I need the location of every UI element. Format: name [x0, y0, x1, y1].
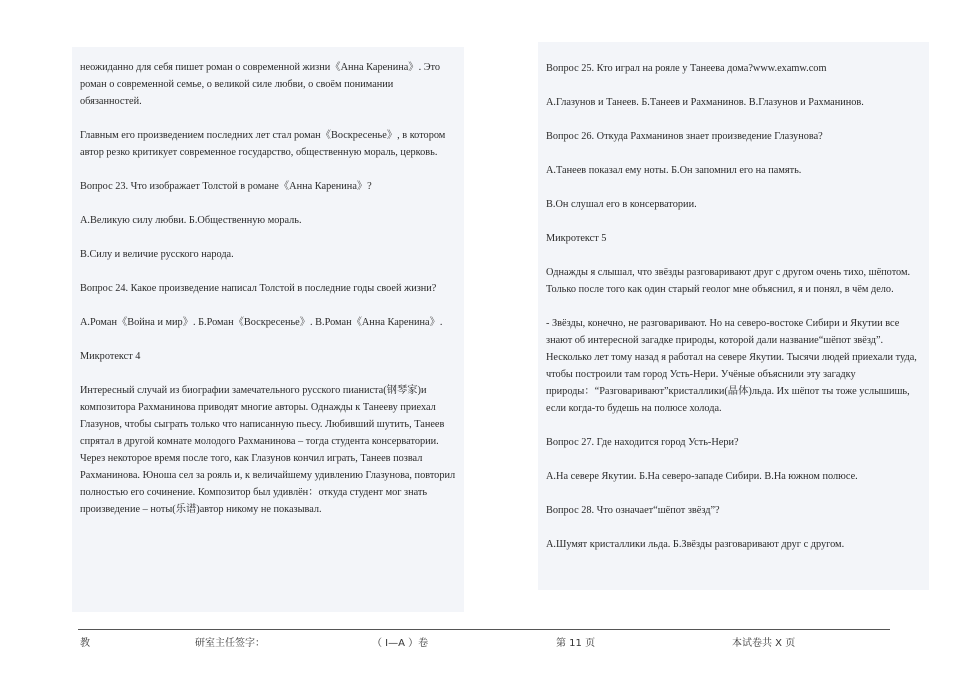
question-28: Вопрос 28. Что означает“шёпот звёзд”?	[546, 505, 720, 516]
answer-options: А.Танеев показал ему ноты. Б.Он запомнил его на память.	[546, 165, 802, 176]
answer-options: А.На севере Якутии. Б.На северо-западе Сибири. В.На южном полюсе.	[546, 471, 858, 482]
answer-options: А.Глазунов и Танеев. Б.Танеев и Рахманинов. В.Глазунов и Рахманинов.	[546, 97, 864, 108]
paragraph: - Звёзды, конечно, не разговаривают. Но на северо-востоке Сибири и Якутии все знают об интересной загадке природы, которой дали название“шёпот звёзд”. Несколько лет тому назад я работал на севере Якутии. Тысячи людей приехали туда, чтобы построили там город Усть-Нери. Учёные объяснили эту загадку природы：“Разговаривают”кристаллики(晶体)льда. Их шёпот ты тоже услышишь, если когда-то будешь на полюсе холода.	[546, 318, 917, 414]
question-23: Вопрос 23. Что изображает Толстой в романе《Анна Каренина》?	[80, 181, 372, 192]
left-text-column	[72, 47, 464, 612]
answer-options: В.Он слушал его в консерватории.	[546, 199, 697, 210]
question-26: Вопрос 26. Откуда Рахманинов знает произведение Глазунова?	[546, 131, 823, 142]
paragraph: Однажды я слышал, что звёзды разговаривают друг с другом очень тихо, шёпотом. Только после того как один старый геолог мне объяснил, я и понял, в чём дело.	[546, 267, 911, 295]
answer-options: А.Шумят кристаллики льда. Б.Звёзды разговаривают друг с другом.	[546, 539, 845, 550]
paragraph: Интересный случай из биографии замечательного русского пианиста(钢琴家)и композитора Рахманинова приводят многие авторы. Однажды к Танееву приехал Глазунов, чтобы сыграть только что написанную пьесу. Любивший шутить, Танеев спрятал в другой комнате молодого Рахманинова – тогда студента консерватории. Через некоторое время после того, как Глазунов кончил играть, Танеев позвал Рахманинова. Юноша сел за рояль и, к величайшему удивлению Глазунова, повторил полностью его сочинение. Композитор был удивлён：откуда студент мог знать произведение – ноты(乐谱)автор никому не показывал.	[80, 385, 456, 515]
paragraph: неожиданно для себя пишет роман о современной жизни《Анна Каренина》. Это роман о современной семье, о великой силе любви, о своём понимании обязанностей.	[80, 62, 441, 107]
answer-options: А.Роман《Война и мир》. Б.Роман《Воскресенье》. В.Роман《Анна Каренина》.	[80, 317, 443, 328]
footer-page-number: 第 11 页	[556, 638, 596, 649]
footer-signature-label: 研室主任签字：	[195, 638, 265, 649]
question-24: Вопрос 24. Какое произведение написал Толстой в последние годы своей жизни?	[80, 283, 437, 294]
question-25: Вопрос 25. Кто играл на рояле у Танеева дома?www.examw.com	[546, 63, 827, 74]
footer-divider	[78, 629, 890, 630]
section-heading: Микротекст 5	[546, 233, 607, 244]
section-heading: Микротекст 4	[80, 351, 141, 362]
paragraph: Главным его произведением последних лет стал роман《Воскресенье》, в котором автор резко критикует современное государство, общественную мораль, церковь.	[80, 130, 446, 158]
right-text-column	[538, 42, 929, 590]
answer-options: А.Великую силу любви. Б.Общественную мораль.	[80, 215, 302, 226]
footer-total-pages: 本试卷共 X 页	[732, 638, 796, 649]
footer-volume: （ Ⅰ—A ）卷	[372, 638, 429, 649]
answer-options: В.Силу и величие русского народа.	[80, 249, 234, 260]
question-27: Вопрос 27. Где находится город Усть-Нери?	[546, 437, 739, 448]
footer-label: 教	[80, 638, 90, 649]
